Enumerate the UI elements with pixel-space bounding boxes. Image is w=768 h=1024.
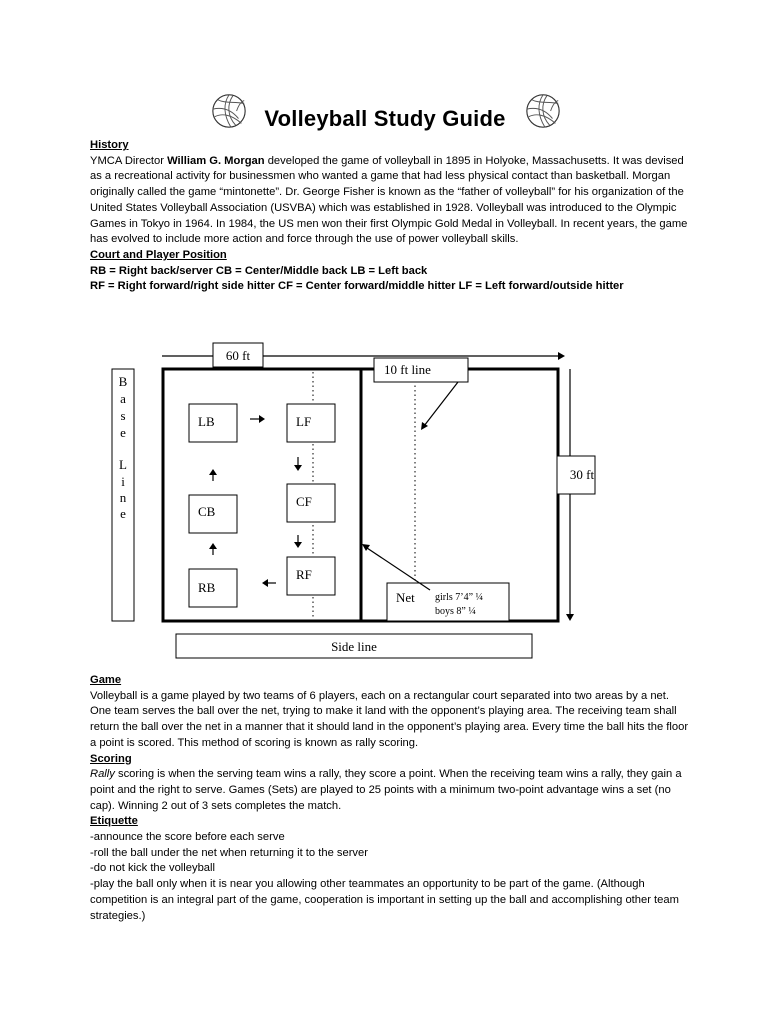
position-label: RF xyxy=(296,567,312,582)
side-line-label: Side line xyxy=(331,639,377,654)
section-heading: Etiquette xyxy=(90,815,138,828)
arrowhead xyxy=(558,352,565,360)
section-heading: Game xyxy=(90,674,122,686)
net-height-girls: girls 7’4” ¼ xyxy=(435,592,484,603)
arrowhead xyxy=(421,422,428,430)
position-legend-line: RF = Right forward/right side hitter CF = Center forward/middle hitter LF = Left forward/outside hitter xyxy=(90,280,624,293)
position-legend-line: RB = Right back/server CB = Center/Middle back LB = Left back xyxy=(90,264,428,277)
court-diagram xyxy=(110,338,595,668)
history-text: YMCA Director xyxy=(90,154,168,167)
etiquette-item: -play the ball only when it is near you allowing other teammates an opportunity to be part of the game. (Although competition is an integral part of the game, cooperation is important in setting up the ball and accomplishing other team strategies.) xyxy=(90,878,679,922)
base-line-letter: e xyxy=(120,506,126,521)
base-line-letter: a xyxy=(120,391,126,406)
etiquette-item: -announce the score before each serve xyxy=(90,831,285,844)
arrowhead xyxy=(209,543,217,549)
base-line-letter: i xyxy=(121,474,125,489)
section-heading: History xyxy=(90,139,129,151)
arrowhead xyxy=(209,469,217,475)
history-text: developed the game of volleyball in 1895 in Holyoke, Massachusetts. It was devised as a recreational activity for businessmen who wanted a game that had less physical contact than basketball. Morgan originally called the game “mintonette”. Dr. George Fisher is known as the “father of volleyball” for his organization of the United States Volleyball Association (USVBA) which was established in 1928. Volleyball was introduced to the Olympic Games in Tokyo in 1964. In 1984, the US men won their first Olympic Gold Medal in Volleyball. In recent years, the game has evolved to include more action and force through the use of power volleyball skills. xyxy=(90,154,688,246)
arrowhead xyxy=(262,579,268,587)
position-label: CF xyxy=(296,494,312,509)
base-line-letter: n xyxy=(119,490,127,505)
net-height-boys: boys 8” ¼ xyxy=(435,606,476,617)
history-section xyxy=(90,138,690,295)
founder-name: William G. Morgan xyxy=(167,154,265,167)
arrowhead xyxy=(294,465,302,471)
base-line-letter: s xyxy=(120,408,126,423)
page-title: Volleyball Study Guide xyxy=(264,106,506,131)
width-label: 60 ft xyxy=(225,348,251,363)
section-heading: Scoring xyxy=(90,752,132,765)
etiquette-item: -roll the ball under the net when returning it to the server xyxy=(90,846,368,859)
position-label: CB xyxy=(198,504,216,519)
arrowhead xyxy=(294,542,302,548)
game-paragraph: Volleyball is a game played by two teams of 6 players, each on a rectangular court separated into two areas by a net. One team serves the ball over the net, trying to make it land with the opponent’s playing area. The receiving team shall return the ball over the net in a manner that it should land in the opponent’s playing area. Every time the ball hits the floor a point is scored. This method of scoring is known as rally scoring. xyxy=(90,689,689,749)
etiquette-item: -do not kick the volleyball xyxy=(90,862,215,875)
base-line-letter: L xyxy=(119,457,127,472)
scoring-text: scoring is when the serving team wins a rally, they score a point. When the receiving team wins a rally, they gain a point and the right to serve. Games (Sets) are played to 25 points with a minimum two-point advantage wins a set (no cap). Winning 2 out of 3 sets completes the match. xyxy=(90,768,682,812)
position-label: LB xyxy=(198,414,215,429)
arrowhead xyxy=(566,614,574,621)
arrowhead xyxy=(362,544,370,551)
title-row xyxy=(0,88,768,140)
base-line-letter: B xyxy=(118,374,128,389)
section-heading: Court and Player Position xyxy=(90,248,227,261)
depth-label: 30 ft xyxy=(569,467,595,482)
net-label: Net xyxy=(396,590,415,605)
position-label: RB xyxy=(198,580,216,595)
history-paragraph xyxy=(90,154,690,248)
ten-ft-label: 10 ft line xyxy=(384,362,431,377)
rules-section xyxy=(90,673,690,924)
rally-term: Rally xyxy=(90,768,115,781)
arrowhead xyxy=(259,415,265,423)
scoring-paragraph xyxy=(90,767,690,814)
volleyball-icon xyxy=(524,92,562,130)
ten-ft-pointer xyxy=(424,382,458,426)
base-line-letter: e xyxy=(120,425,126,440)
position-label: LF xyxy=(296,414,312,429)
